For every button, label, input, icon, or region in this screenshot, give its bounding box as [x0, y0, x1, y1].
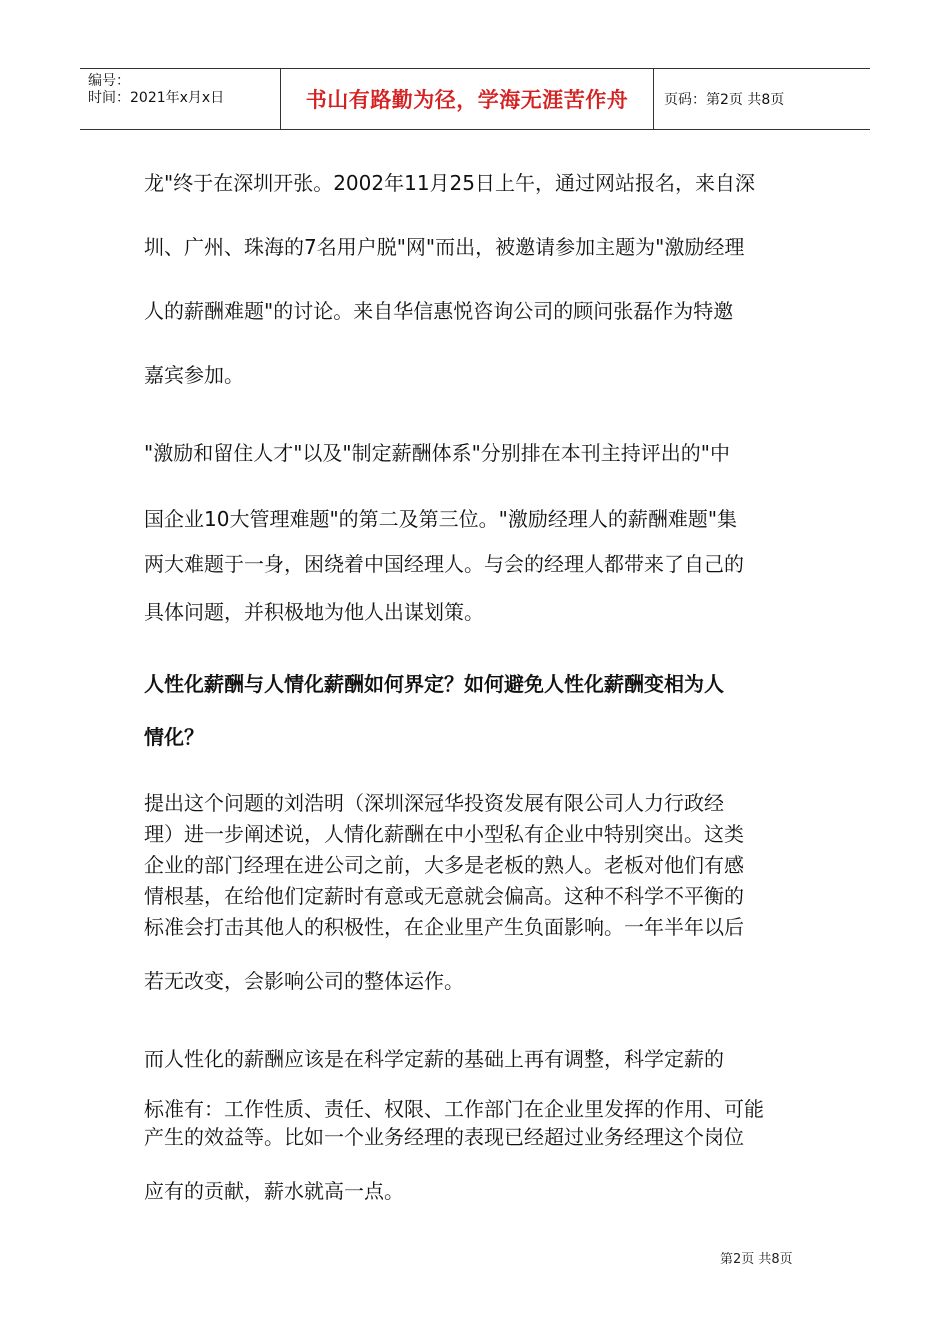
page-footer: 第2页 共8页 [720, 1252, 793, 1267]
page-code-text: 页码：第2页 共8页 [664, 92, 785, 108]
body-line: 企业的部门经理在进公司之前，大多是老板的熟人。老板对他们有感 [144, 853, 744, 877]
body-line: 应有的贡献，薪水就高一点。 [144, 1179, 404, 1203]
body-line: 提出这个问题的刘浩明（深圳深冠华投资发展有限公司人力行政经 [144, 791, 724, 815]
page-header [80, 68, 870, 130]
body-line: 情根基，在给他们定薪时有意或无意就会偏高。这种不科学不平衡的 [144, 884, 744, 908]
body-line: 两大难题于一身，困绕着中国经理人。与会的经理人都带来了自己的 [144, 552, 744, 576]
header-page-code [654, 69, 870, 129]
body-line: 产生的效益等。比如一个业务经理的表现已经超过业务经理这个岗位 [144, 1125, 744, 1149]
body-line: 人的薪酬难题"的讨论。来自华信惠悦咨询公司的顾问张磊作为特邀 [144, 299, 734, 323]
body-line: 标准会打击其他人的积极性，在企业里产生负面影响。一年半年以后 [144, 915, 744, 939]
body-line: 圳、广州、珠海的7名用户脱"网"而出，被邀请参加主题为"激励经理 [144, 235, 745, 259]
body-line: 龙"终于在深圳开张。2002年11月25日上午，通过网站报名，来自深 [144, 171, 755, 195]
header-motto-cell [281, 69, 654, 129]
body-line: 标准有：工作性质、责任、权限、工作部门在企业里发挥的作用、可能 [144, 1097, 764, 1121]
body-line: 若无改变，会影响公司的整体运作。 [144, 969, 464, 993]
body-line: "激励和留住人才"以及"制定薪酬体系"分别排在本刊主持评出的"中 [144, 441, 730, 465]
body-line: 具体问题，并积极地为他人出谋划策。 [144, 600, 484, 624]
serial-number-label: 编号： [88, 73, 130, 89]
header-meta [80, 69, 281, 129]
section-heading-line: 人性化薪酬与人情化薪酬如何界定？如何避免人性化薪酬变相为人 [144, 672, 724, 696]
body-line: 嘉宾参加。 [144, 363, 244, 387]
body-line: 而人性化的薪酬应该是在科学定薪的基础上再有调整，科学定薪的 [144, 1047, 724, 1071]
motto-text: 书山有路勤为径，学海无涯苦作舟 [305, 88, 629, 112]
body-line: 理）进一步阐述说，人情化薪酬在中小型私有企业中特别突出。这类 [144, 822, 744, 846]
section-heading-line: 情化？ [144, 725, 204, 749]
date-label: 时间：2021年x月x日 [88, 90, 225, 106]
body-line: 国企业10大管理难题"的第二及第三位。"激励经理人的薪酬难题"集 [144, 507, 738, 531]
